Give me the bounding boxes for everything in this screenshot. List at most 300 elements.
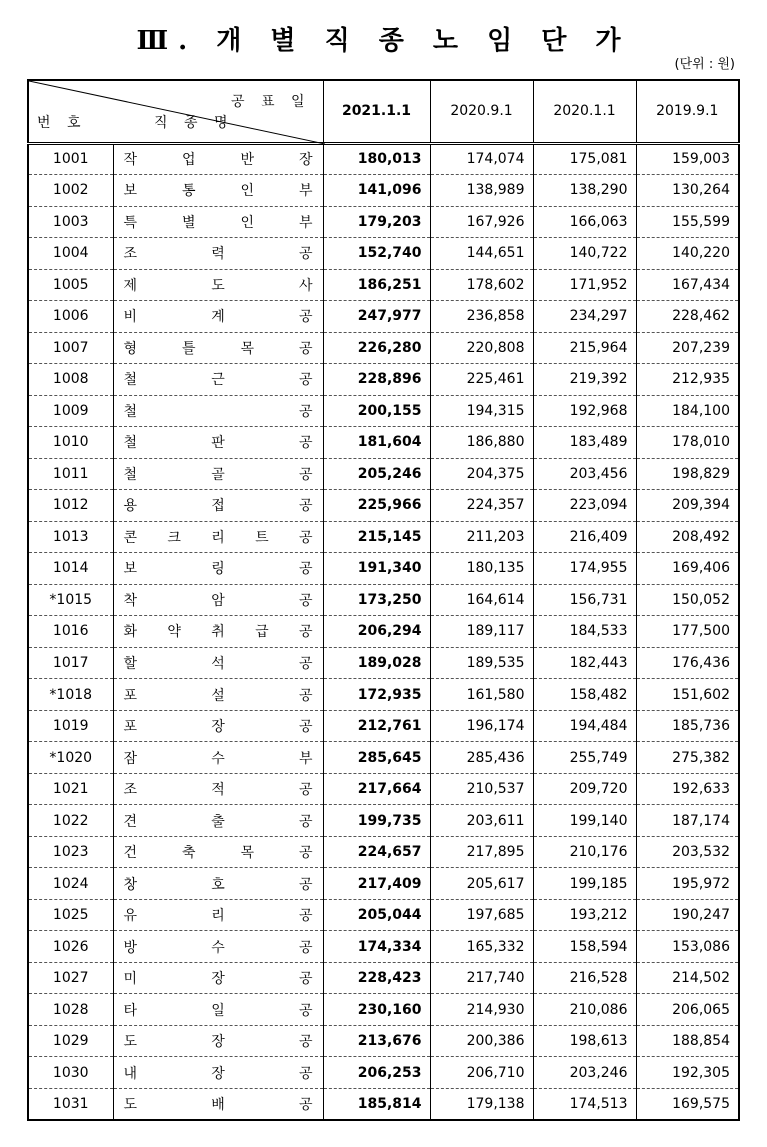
wage-value-cell: 217,409 [323,868,430,900]
job-name-syllable: 리 [211,908,225,925]
wage-value-cell: 212,761 [323,710,430,742]
job-name-syllable: 공 [298,876,313,893]
job-name-syllable: 장 [211,1065,225,1082]
wage-value-cell: 215,964 [533,332,636,364]
job-name-text [124,968,313,988]
job-name-syllable: 공 [298,908,313,925]
wage-value-cell: 184,533 [533,616,636,648]
wage-value-cell: 285,645 [323,742,430,774]
table-row [28,899,739,931]
wage-value-cell: 216,528 [533,962,636,994]
job-code-cell: 1003 [28,206,113,238]
job-name-syllable: 착 [123,592,138,609]
wage-value-cell: 180,013 [323,143,430,175]
job-code-cell: 1012 [28,490,113,522]
job-name-syllable: 통 [181,183,196,200]
table-row [28,616,739,648]
wage-value-cell: 209,720 [533,773,636,805]
job-name-syllable: 공 [298,1034,313,1051]
job-name-syllable: 목 [240,340,254,357]
job-name-cell [113,868,323,900]
job-name-syllable: 공 [298,719,313,736]
job-name-cell [113,899,323,931]
wage-value-cell: 216,409 [533,521,636,553]
job-name-syllable: 공 [298,1065,313,1082]
job-name-syllable: 링 [211,561,225,578]
date-header-2020-9-1: 2020.9.1 [430,80,533,143]
job-code-cell: 1029 [28,1025,113,1057]
job-name-text [124,180,313,200]
job-name-syllable: 공 [298,309,313,326]
job-name-text [124,432,313,452]
wage-value-cell: 169,406 [636,553,739,585]
job-name-syllable: 수 [211,939,225,956]
table-row [28,238,739,270]
job-name-syllable: 공 [298,246,313,263]
job-code-cell: *1015 [28,584,113,616]
wage-value-cell: 174,955 [533,553,636,585]
wage-value-cell: 206,710 [430,1057,533,1089]
job-code-cell: 1009 [28,395,113,427]
wage-value-cell: 166,063 [533,206,636,238]
wage-value-cell: 161,580 [430,679,533,711]
wage-value-cell: 171,952 [533,269,636,301]
job-name-syllable: 수 [211,750,225,767]
job-code-cell: 1025 [28,899,113,931]
job-name-syllable: 공 [298,592,313,609]
job-name-syllable: 장 [211,971,225,988]
wage-value-cell: 190,247 [636,899,739,931]
job-name-syllable: 장 [211,1034,225,1051]
wage-value-cell: 167,434 [636,269,739,301]
job-name-syllable: 틀 [181,340,196,357]
job-code-cell: 1022 [28,805,113,837]
job-name-syllable: 배 [211,1096,225,1113]
job-name-syllable: 공 [298,624,313,641]
job-name-syllable: 내 [123,1065,138,1082]
job-name-syllable: 호 [211,876,225,893]
wage-value-cell: 214,930 [430,994,533,1026]
job-name-syllable: 공 [298,939,313,956]
job-name-cell [113,143,323,175]
wage-value-cell: 189,117 [430,616,533,648]
date-header-2021-1-1: 2021.1.1 [323,80,430,143]
wage-value-cell: 150,052 [636,584,739,616]
job-name-syllable: 공 [298,561,313,578]
job-code-cell: 1028 [28,994,113,1026]
wage-value-cell: 153,086 [636,931,739,963]
job-name-syllable: 도 [123,1034,138,1051]
job-name-syllable: 공 [298,372,313,389]
wage-value-cell: 178,010 [636,427,739,459]
job-name-syllable: 타 [123,1002,138,1019]
table-row [28,805,739,837]
job-name-syllable: 공 [298,971,313,988]
wage-value-cell: 203,246 [533,1057,636,1089]
job-name-syllable: 장 [211,719,225,736]
job-name-syllable: 철 [123,372,138,389]
job-code-cell: 1013 [28,521,113,553]
job-name-syllable: 작 [123,152,138,169]
job-name-syllable: 크 [167,529,181,546]
job-name-cell [113,962,323,994]
job-name-text [124,937,313,957]
job-name-cell [113,301,323,333]
wage-value-cell: 219,392 [533,364,636,396]
job-name-syllable: 공 [298,687,313,704]
job-name-cell [113,206,323,238]
wage-value-cell: 144,651 [430,238,533,270]
table-row [28,679,739,711]
job-name-text [124,369,313,389]
wage-value-cell: 199,735 [323,805,430,837]
job-name-cell [113,994,323,1026]
table-row [28,395,739,427]
job-name-syllable: 공 [298,845,313,862]
job-code-cell: 1026 [28,931,113,963]
wage-value-cell: 175,081 [533,143,636,175]
job-code-cell: 1031 [28,1088,113,1120]
wage-value-cell: 187,174 [636,805,739,837]
wage-value-cell: 217,664 [323,773,430,805]
job-name-cell [113,1088,323,1120]
job-name-syllable: 공 [298,466,313,483]
job-name-syllable: 설 [211,687,225,704]
job-name-text [124,1063,313,1083]
name-header-label: 직 종 명 [154,114,234,131]
table-row [28,301,739,333]
job-name-syllable: 제 [123,277,138,294]
wage-value-cell: 210,176 [533,836,636,868]
table-row [28,836,739,868]
job-code-cell: 1006 [28,301,113,333]
job-name-cell [113,836,323,868]
job-name-syllable: 인 [240,183,254,200]
job-name-text [124,527,313,547]
wage-value-cell: 188,854 [636,1025,739,1057]
wage-value-cell: 158,594 [533,931,636,963]
job-name-cell [113,364,323,396]
wage-value-cell: 210,086 [533,994,636,1026]
wage-value-cell: 196,174 [430,710,533,742]
wage-value-cell: 184,100 [636,395,739,427]
job-name-text [124,212,313,232]
wage-value-cell: 226,280 [323,332,430,364]
job-name-syllable: 미 [123,971,138,988]
job-name-syllable: 사 [298,277,313,294]
table-row [28,143,739,175]
job-code-cell: 1021 [28,773,113,805]
job-code-cell: 1030 [28,1057,113,1089]
job-name-cell [113,521,323,553]
table-row [28,742,739,774]
job-name-syllable: 견 [123,813,138,830]
job-name-syllable: 할 [123,656,138,672]
job-name-syllable: 출 [211,813,225,830]
job-code-cell: 1011 [28,458,113,490]
wage-value-cell: 285,436 [430,742,533,774]
wage-value-cell: 230,160 [323,994,430,1026]
job-code-cell: 1001 [28,143,113,175]
wage-value-cell: 228,462 [636,301,739,333]
job-name-text [124,905,313,925]
date-header-2019-9-1: 2019.9.1 [636,80,739,143]
job-name-cell [113,269,323,301]
job-name-syllable: 력 [211,246,225,263]
wage-value-cell: 203,611 [430,805,533,837]
job-name-syllable: 부 [298,214,313,231]
wage-value-cell: 191,340 [323,553,430,585]
job-name-syllable: 잠 [123,750,138,767]
job-name-text [124,495,313,515]
wage-value-cell: 228,423 [323,962,430,994]
wage-value-cell: 225,461 [430,364,533,396]
job-name-syllable: 일 [211,1002,225,1019]
wage-value-cell: 208,492 [636,521,739,553]
date-header-label: 공 표 일 [231,94,311,110]
wage-value-cell: 206,065 [636,994,739,1026]
job-name-syllable: 포 [123,719,138,736]
wage-value-cell: 156,731 [533,584,636,616]
table-row [28,710,739,742]
job-name-syllable: 포 [123,687,138,704]
job-name-syllable: 부 [298,183,313,200]
wage-value-cell: 189,535 [430,647,533,679]
job-name-syllable: 접 [211,498,225,515]
job-name-syllable: 보 [123,561,138,578]
job-name-text [124,275,313,295]
table-row [28,175,739,207]
job-name-cell [113,238,323,270]
job-name-cell [113,175,323,207]
job-name-text [124,842,313,862]
wage-value-cell: 140,220 [636,238,739,270]
job-name-cell [113,332,323,364]
job-name-cell [113,1057,323,1089]
wage-value-cell: 203,532 [636,836,739,868]
job-code-cell: 1017 [28,647,113,679]
job-code-cell: 1008 [28,364,113,396]
wage-value-cell: 192,305 [636,1057,739,1089]
wage-value-cell: 138,290 [533,175,636,207]
wage-value-cell: 158,482 [533,679,636,711]
job-name-syllable: 보 [123,183,138,200]
wage-value-cell: 183,489 [533,427,636,459]
job-name-cell [113,553,323,585]
job-name-syllable: 공 [298,529,313,546]
wage-value-cell: 176,436 [636,647,739,679]
wage-value-cell: 223,094 [533,490,636,522]
job-code-cell: 1002 [28,175,113,207]
wage-value-cell: 186,251 [323,269,430,301]
page-title: Ⅲ. 개 별 직 종 노 임 단 가 [136,26,631,56]
wage-value-cell: 200,386 [430,1025,533,1057]
wage-value-cell: 179,203 [323,206,430,238]
table-row [28,962,739,994]
job-code-cell: 1005 [28,269,113,301]
job-name-cell [113,742,323,774]
job-code-cell: 1014 [28,553,113,585]
job-name-text [124,748,313,768]
wage-value-cell: 159,003 [636,143,739,175]
wage-value-cell: 206,294 [323,616,430,648]
job-code-cell: *1020 [28,742,113,774]
job-name-text [124,1000,313,1020]
wage-value-cell: 236,858 [430,301,533,333]
job-name-cell [113,395,323,427]
job-name-syllable: 장 [298,152,313,169]
wage-value-cell: 155,599 [636,206,739,238]
wage-value-cell: 164,614 [430,584,533,616]
job-name-text [124,149,313,169]
wage-value-cell: 174,513 [533,1088,636,1120]
table-row [28,647,739,679]
job-name-cell [113,616,323,648]
job-name-syllable: 부 [298,750,313,767]
table-row [28,584,739,616]
job-name-syllable: 화 [123,624,138,641]
wage-value-cell: 185,736 [636,710,739,742]
job-name-syllable: 공 [298,1096,313,1113]
job-name-text [124,811,313,831]
wage-value-cell: 207,239 [636,332,739,364]
wage-value-cell: 234,297 [533,301,636,333]
table-row [28,553,739,585]
job-name-syllable: 용 [123,498,138,515]
job-name-syllable: 공 [298,782,313,799]
job-name-syllable: 방 [123,939,138,956]
wage-value-cell: 205,246 [323,458,430,490]
wage-value-cell: 140,722 [533,238,636,270]
job-name-cell [113,679,323,711]
table-row [28,427,739,459]
job-code-cell: 1010 [28,427,113,459]
job-name-text [124,306,313,326]
wage-value-cell: 185,814 [323,1088,430,1120]
wage-value-cell: 152,740 [323,238,430,270]
wage-value-cell: 210,537 [430,773,533,805]
job-code-cell: 1004 [28,238,113,270]
wage-value-cell: 205,617 [430,868,533,900]
wage-value-cell: 194,315 [430,395,533,427]
job-name-syllable: 리 [211,529,225,546]
job-code-cell: 1023 [28,836,113,868]
job-name-cell [113,1025,323,1057]
table-body [28,143,739,1120]
wage-value-cell: 215,145 [323,521,430,553]
date-header-2020-1-1: 2020.1.1 [533,80,636,143]
job-name-syllable: 공 [298,498,313,515]
wage-value-cell: 217,740 [430,962,533,994]
job-name-syllable: 공 [298,1002,313,1019]
wage-value-cell: 174,074 [430,143,533,175]
job-name-syllable: 공 [298,813,313,830]
wage-value-cell: 224,357 [430,490,533,522]
job-code-cell: 1024 [28,868,113,900]
table-row [28,332,739,364]
job-code-cell: 1019 [28,710,113,742]
job-name-syllable: 석 [211,656,225,672]
wage-value-cell: 174,334 [323,931,430,963]
job-name-cell [113,458,323,490]
job-name-syllable: 계 [211,309,225,326]
job-code-cell: *1018 [28,679,113,711]
wage-value-cell: 172,935 [323,679,430,711]
wage-value-cell: 141,096 [323,175,430,207]
wage-value-cell: 192,968 [533,395,636,427]
job-name-text [124,338,313,358]
table-row [28,773,739,805]
job-name-syllable: 목 [240,845,254,862]
header-row [28,80,739,143]
job-code-cell: 1016 [28,616,113,648]
job-name-syllable: 조 [123,782,138,799]
job-name-syllable: 트 [255,529,269,546]
job-name-text [124,243,313,263]
job-name-text [124,685,313,705]
job-name-syllable: 공 [298,656,313,672]
table-row [28,269,739,301]
job-name-cell [113,490,323,522]
wage-value-cell: 275,382 [636,742,739,774]
wage-value-cell: 186,880 [430,427,533,459]
table-row [28,458,739,490]
job-name-syllable: 공 [298,403,313,420]
table-row [28,931,739,963]
job-name-text [124,779,313,799]
wage-value-cell: 213,676 [323,1025,430,1057]
job-name-text [124,401,313,421]
table-row [28,994,739,1026]
job-name-syllable: 형 [123,340,138,357]
job-name-syllable: 특 [123,214,138,231]
wage-value-cell: 211,203 [430,521,533,553]
wage-value-cell: 217,895 [430,836,533,868]
job-name-syllable: 급 [255,624,269,641]
job-name-text [124,1094,313,1114]
job-name-syllable: 공 [298,340,313,357]
table-row [28,868,739,900]
job-name-syllable: 건 [123,845,138,862]
job-name-syllable: 골 [211,466,225,483]
job-code-cell: 1007 [28,332,113,364]
wage-value-cell: 224,657 [323,836,430,868]
job-name-text [124,590,313,610]
wage-table [27,79,740,1121]
job-name-cell [113,427,323,459]
table-row [28,206,739,238]
wage-value-cell: 205,044 [323,899,430,931]
wage-value-cell: 206,253 [323,1057,430,1089]
job-name-syllable: 약 [167,624,181,641]
wage-value-cell: 182,443 [533,647,636,679]
wage-value-cell: 220,808 [430,332,533,364]
job-name-syllable: 별 [181,214,196,231]
wage-value-cell: 195,972 [636,868,739,900]
wage-value-cell: 197,685 [430,899,533,931]
job-name-text [124,621,313,641]
wage-value-cell: 203,456 [533,458,636,490]
code-header-label: 번 호 [37,114,87,131]
job-name-text [124,558,313,578]
wage-value-cell: 228,896 [323,364,430,396]
job-name-syllable: 철 [123,466,138,483]
job-name-syllable: 암 [211,592,225,609]
wage-value-cell: 198,829 [636,458,739,490]
job-name-syllable: 콘 [123,529,138,546]
job-name-cell [113,647,323,679]
job-name-syllable: 창 [123,876,138,893]
